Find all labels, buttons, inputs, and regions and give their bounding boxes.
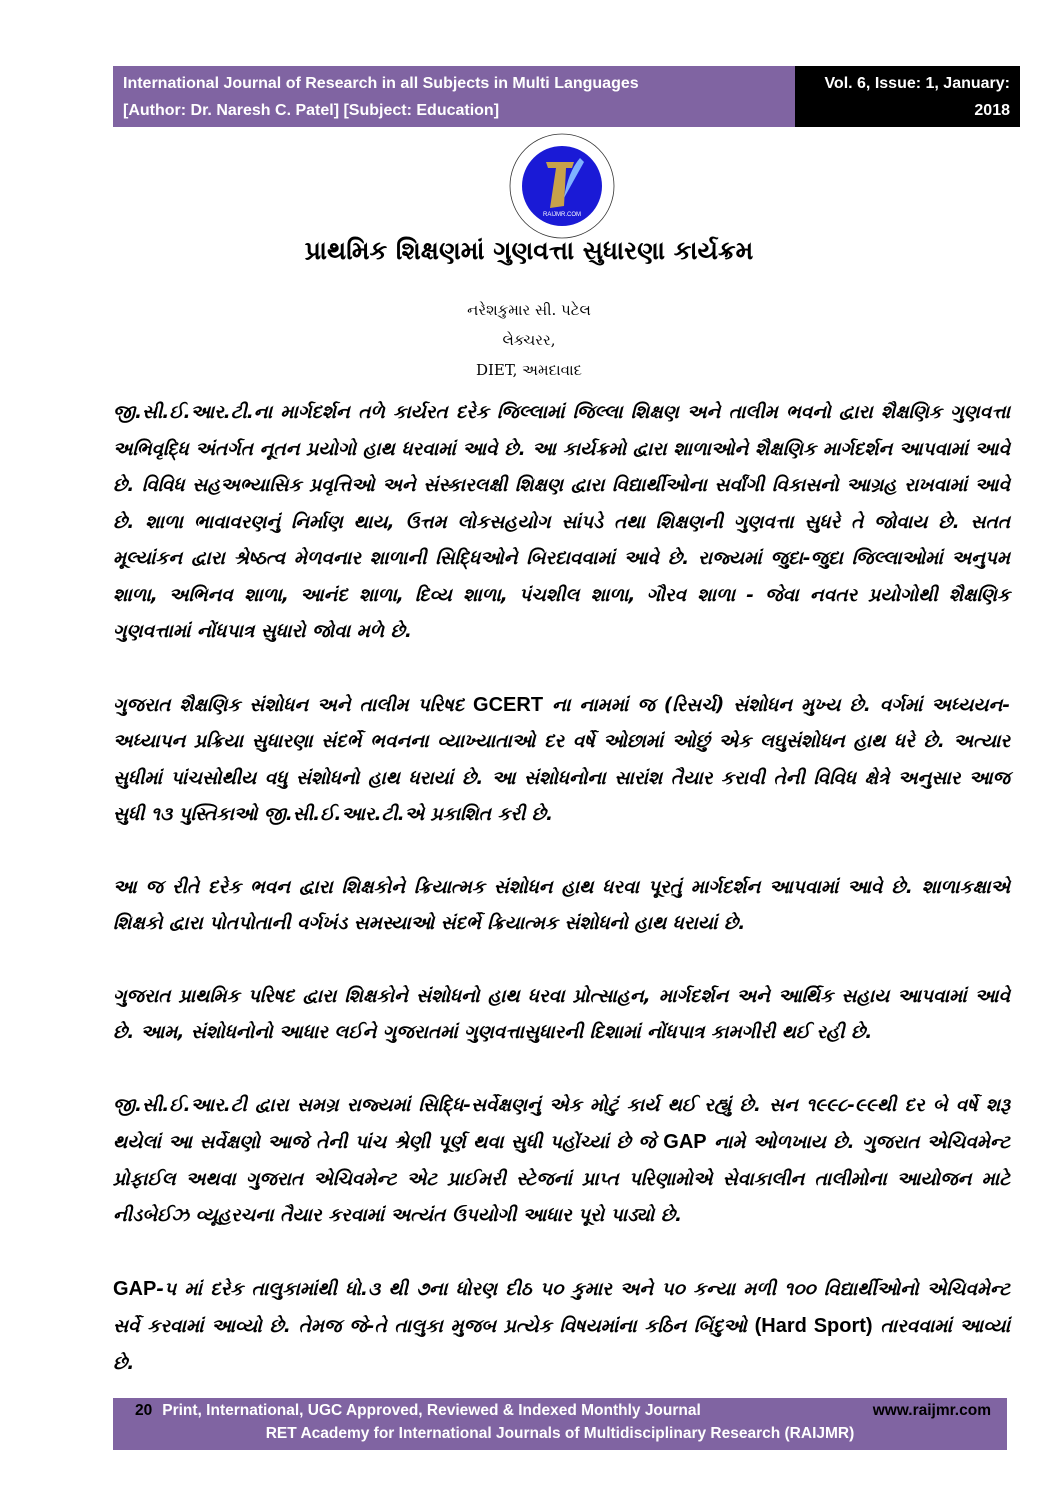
journal-header (113, 66, 1020, 173)
paragraph-1: જી.સી.ઈ.આર.ટી.ના માર્ગદર્શન તળે કાર્યરત દરેક જિલ્લામાં જિલ્લા શિક્ષણ અને તાલીમ ભવનો દ્વારા શૈક્ષણિક ગુણવત્તા અભિવૃદ્ધિ અંતર્ગત નૂતન પ્રયોગો હાથ ધરવામાં આવે છે. આ કાર્યક્રમો દ્વારા શાળાઓને શૈક્ષણિક માર્ગદર્શન આપવામાં આવે છે. વિવિધ સહઅભ્યાસિક પ્રવૃત્તિઓ અને સંસ્કારલક્ષી શિક્ષણ દ્વારા વિદ્યાર્થીઓના સર્વાંગી વિકાસનો આગ્રહ રાખવામાં આવે છે. શાળા ભાવાવરણનું નિર્માણ થાય, ઉત્તમ લોકસહયોગ સાંપડે તથા શિક્ષણની ગુણવત્તા સુધરે તે જોવાય છે. સતત મૂલ્યાંકન દ્વારા શ્રેષ્ઠત્વ મેળવનાર શાળાની સિદ્ધિઓને બિરદાવવામાં આવે છે. રાજ્યમાં જુદા-જુદા જિલ્લાઓમાં અનુપમ શાળા, અભિનવ શાળા, આનંદ શાળા, દિવ્ય શાળા, પંચશીલ શાળા, ગૌરવ શાળા - જેવા નવતર પ્રયોગોથી શૈક્ષણિક ગુણવત્તામાં નોંધપાત્ર સુધારો જોવા મળે છે. (113, 402, 1010, 642)
footer-line-1: Print, International, UGC Approved, Reviewed & Indexed Monthly Journal (162, 1402, 701, 1419)
header-right (795, 66, 1020, 173)
footer-line-2: RET Academy for International Journals of Multidisciplinary Research (RAIJMR) (265, 1425, 855, 1442)
author-name: નરેશકુમાર સી. પટેલ (467, 301, 591, 319)
acronym: GAP (663, 1131, 707, 1153)
text: ગુજરાત શૈક્ષણિક સંશોધન અને તાલીમ પરિષદ (113, 694, 474, 716)
page-footer (113, 1398, 1007, 1450)
author-block (0, 295, 1058, 385)
acronym: GCERT (473, 693, 544, 716)
text: નામે ઓળખાય છે. ગુજરાત એચિવમેન્ટ પ્રોફાઈલ અથવા ગુજરાત એચિવમેન્ટ એટ પ્રાઈમરી સ્ટેજનાં પ્રાપ્ત પરિણામોએ સેવાકાલીન તાલીમોના આયોજન માટે નીડબેઈઝ વ્યૂહરચના તૈયાર કરવામાં અત્યંત ઉપયોગી આધાર પૂરો પાડ્યો છે. (113, 1132, 1010, 1226)
acronym: GAP (113, 1277, 157, 1300)
volume-info: Vol. 6, Issue: 1, January: 2018 (824, 75, 1010, 119)
svg-text:RAIJMR.COM: RAIJMR.COM (543, 212, 581, 218)
journal-name: International Journal of Research in all Subjects in Multi Languages (123, 75, 639, 92)
article-body (113, 395, 1010, 1418)
author-institute: DIET, અમદાવાદ (475, 361, 583, 379)
header-left (113, 66, 795, 127)
paragraph-5 (113, 1088, 1010, 1235)
issn-info: (IJRSML) ISSN: 2321 - 2853 (843, 129, 1010, 173)
journal-logo (508, 132, 616, 240)
text: -૫ માં દરેક તાલુકામાંથી ધો.૩ થી ૭ના ધોરણ દીઠ ૫૦ કુમાર અને ૫૦ કન્યા મળી ૧૦૦ વિદ્યાર્થીઓનો એચિવમેન્ટ સર્વે કરવામાં આવ્યો છે. તેમજ જે-તે તાલુકા મુજબ પ્રત્યેક વિષયમાંના કઠિન બિંદુઓ (113, 1278, 1010, 1337)
footer-url[interactable]: www.raijmr.com (872, 1402, 991, 1419)
article-title: પ્રાથમિક શિક્ષણમાં ગુણવત્તા સુધારણા કાર્યક્રમ (304, 236, 754, 265)
text: ના નામમાં જ (રિસર્ચ) સંશોધન મુખ્ય છે. વર્ગમાં અધ્યયન-અધ્યાપન પ્રક્રિયા સુધારણા સંદર્ભે ભવનના વ્યાખ્યાતાઓ દર વર્ષે ઓછામાં ઓછું એક લઘુસંશોધન હાથ ધરે છે. અત્યાર સુધીમાં પાંચસોથીય વધુ સંશોધનો હાથ ધરાયાં છે. આ સંશોધનોના સારાંશ તૈયાર કરાવી તેની વિવિધ ક્ષેત્રે અનુસાર આજ સુધી ૧૩ પુસ્તિકાઓ જી.સી.ઈ.આર.ટી.એ પ્રકાશિત કરી છે. (113, 694, 1010, 825)
paragraph-6 (113, 1271, 1010, 1383)
text: તારવવામાં આવ્યાં છે. (113, 1316, 1010, 1374)
author-role: લેક્ચરર, (502, 331, 556, 349)
paragraph-3: આ જ રીતે દરેક ભવન દ્વારા શિક્ષકોને ક્રિયાત્મક સંશોધન હાથ ધરવા પૂરતું માર્ગદર્શન આપવામાં આવે છે. શાળાકક્ષાએ શિક્ષકો દ્વારા પોતપોતાની વર્ગખંડ સમસ્યાઓ સંદર્ભે ક્રિયાત્મક સંશોધનો હાથ ધરાયાં છે. (113, 876, 1010, 934)
paragraph-4: ગુજરાત પ્રાથમિક પરિષદ દ્વારા શિક્ષકોને સંશોધનો હાથ ધરવા પ્રોત્સાહન, માર્ગદર્શન અને આર્થિક સહાય આપવામાં આવે છે. આમ, સંશોધનોનો આધાર લઈને ગુજરાતમાં ગુણવત્તાસુધારની દિશામાં નોંધપાત્ર કામગીરી થઈ રહી છે. (113, 985, 1010, 1043)
text: જી.સી.ઈ.આર.ટી દ્વારા સમગ્ર રાજ્યમાં સિદ્ધિ-સર્વેક્ષણનું એક મોટું કાર્ય થઈ રહ્યું છે. સન ૧૯૯૮-૯૯થી દર બે વર્ષે શરૂ થયેલાં આ સર્વેક્ષણો આજે તેની પાંચ શ્રેણી પૂર્ણ થવા સુધી પહોંચ્યાં છે જે (113, 1094, 1010, 1153)
paragraph-2 (113, 687, 1010, 834)
english-term: (Hard Sport) (754, 1315, 873, 1337)
author-subject: [Author: Dr. Naresh C. Patel] [Subject: Education] (123, 102, 500, 119)
page-number: 20 (135, 1402, 153, 1419)
